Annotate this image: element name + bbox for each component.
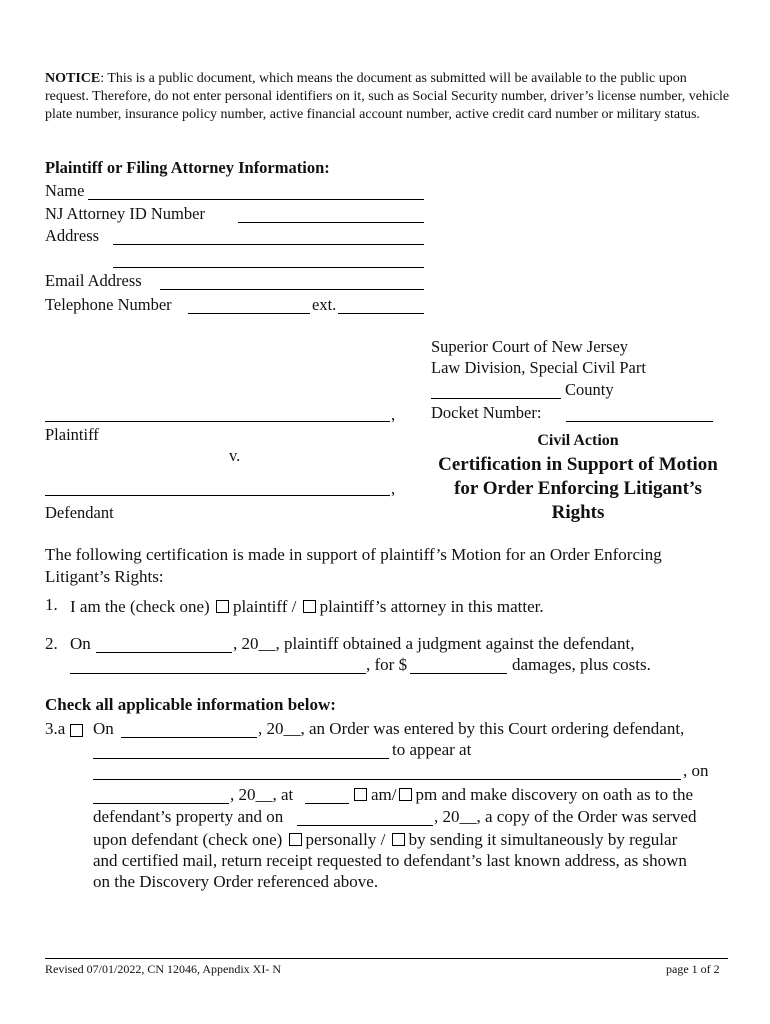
ext-label: ext. xyxy=(312,295,337,314)
footer-divider xyxy=(45,958,728,959)
appearance-time-field[interactable] xyxy=(305,803,349,804)
item3-pm: pm and make discovery on oath as to the xyxy=(415,785,694,804)
item3-line5b: , 20__, a copy of the Order was served xyxy=(434,807,697,826)
judgment-date-field[interactable] xyxy=(96,652,232,653)
item3-line6c: by sending it simultaneously by regular xyxy=(408,830,678,849)
plaintiff-comma: , xyxy=(391,405,396,424)
item3-line6 xyxy=(93,830,677,850)
plaintiff-label: Plaintiff xyxy=(45,425,99,444)
phone-field[interactable] xyxy=(188,313,310,314)
ext-field[interactable] xyxy=(338,313,424,314)
item3-line6b: personally / xyxy=(305,830,386,849)
defendant-comma: , xyxy=(391,479,396,498)
plaintiff-info-heading: Plaintiff or Filing Attorney Information: xyxy=(45,158,330,177)
item3-line7: and certified mail, return receipt requested to defendant’s last known address, as shown xyxy=(93,851,687,870)
court-division: Law Division, Special Civil Part xyxy=(431,358,646,377)
address-field-line2[interactable] xyxy=(113,267,424,268)
county-field[interactable] xyxy=(431,398,561,399)
plaintiff-checkbox[interactable] xyxy=(216,600,229,613)
email-field[interactable] xyxy=(160,289,424,290)
item3-ampm-row xyxy=(352,785,693,805)
defendant-name-field[interactable] xyxy=(45,495,390,496)
am-checkbox[interactable] xyxy=(354,788,367,801)
service-date-field[interactable] xyxy=(297,825,433,826)
address-label: Address xyxy=(45,226,100,245)
docket-field[interactable] xyxy=(566,421,713,422)
attorney-id-label: NJ Attorney ID Number xyxy=(45,204,205,223)
item1-text: I am the (check one) xyxy=(70,597,210,616)
footer-revised: Revised 07/01/2022, CN 12046, Appendix XI- N xyxy=(45,962,281,976)
footer-page-number: page 1 of 2 xyxy=(666,962,720,976)
item1-row xyxy=(70,597,544,617)
item3-at: , 20__, at xyxy=(230,785,294,804)
item3-number: 3.a xyxy=(45,719,66,738)
judgment-defendant-field[interactable] xyxy=(70,673,366,674)
order-date-field[interactable] xyxy=(121,737,257,738)
judgment-amount-field[interactable] xyxy=(410,673,507,674)
item2-text: , 20__, plaintiff obtained a judgment against the defendant, xyxy=(233,634,635,653)
item3-line6a: upon defendant (check one) xyxy=(93,830,283,849)
item3-am: am/ xyxy=(371,785,397,804)
item2-damages: damages, plus costs. xyxy=(512,655,651,674)
item3-line5a: defendant’s property and on xyxy=(93,807,284,826)
county-label: County xyxy=(565,380,614,399)
item2-on: On xyxy=(70,634,91,653)
item2-number: 2. xyxy=(45,634,58,653)
document-title-line2: for Order Enforcing Litigant’s xyxy=(454,478,702,499)
address-field-line1[interactable] xyxy=(113,244,424,245)
personally-checkbox[interactable] xyxy=(289,833,302,846)
item3-on2: , on xyxy=(683,761,709,780)
court-name: Superior Court of New Jersey xyxy=(431,337,629,356)
plaintiff-name-field[interactable] xyxy=(45,421,390,422)
versus-label: v. xyxy=(229,446,241,465)
notice-label: NOTICE xyxy=(45,71,101,86)
name-field[interactable] xyxy=(88,199,424,200)
item3-line1-text: , 20__, an Order was entered by this Court ordering defendant, xyxy=(258,719,685,738)
order-defendant-field[interactable] xyxy=(93,758,389,759)
docket-label: Docket Number: xyxy=(431,403,542,422)
document-title-line3: Rights xyxy=(551,502,605,523)
intro-line1: The following certification is made in support of plaintiff’s Motion for an Order Enforcing xyxy=(45,545,662,564)
name-label: Name xyxy=(45,181,85,200)
document-title-line1: Certification in Support of Motion xyxy=(438,454,718,475)
notice-text: : This is a public document, which means the document as submitted will be available to the public upon request. Therefore, do not enter personal identifiers on it, such as Social Security number, driver’s license number, vehicle plate number, insurance policy number, active financial account number, active credit card number or military status. xyxy=(45,71,730,122)
item3-on: On xyxy=(93,719,114,738)
appearance-location-field[interactable] xyxy=(93,779,681,780)
mail-checkbox[interactable] xyxy=(392,833,405,846)
attorney-checkbox[interactable] xyxy=(303,600,316,613)
attorney-id-field[interactable] xyxy=(238,222,424,223)
phone-label: Telephone Number xyxy=(45,295,172,314)
check-heading: Check all applicable information below: xyxy=(45,695,336,714)
civil-action-label: Civil Action xyxy=(537,432,619,449)
item1-number: 1. xyxy=(45,595,58,614)
item3-line8: on the Discovery Order referenced above. xyxy=(93,872,379,891)
email-label: Email Address xyxy=(45,271,142,290)
defendant-label: Defendant xyxy=(45,503,114,522)
item3-appear: to appear at xyxy=(392,740,472,759)
item2-for: , for $ xyxy=(366,655,408,674)
pm-checkbox[interactable] xyxy=(399,788,412,801)
item3-checkbox[interactable] xyxy=(70,724,83,737)
item1-option-plaintiff: plaintiff / xyxy=(232,597,297,616)
notice-paragraph xyxy=(45,70,730,124)
item1-option-attorney: plaintiff’s attorney in this matter. xyxy=(319,597,544,616)
appearance-date-field[interactable] xyxy=(93,803,229,804)
intro-line2: Litigant’s Rights: xyxy=(45,567,164,586)
